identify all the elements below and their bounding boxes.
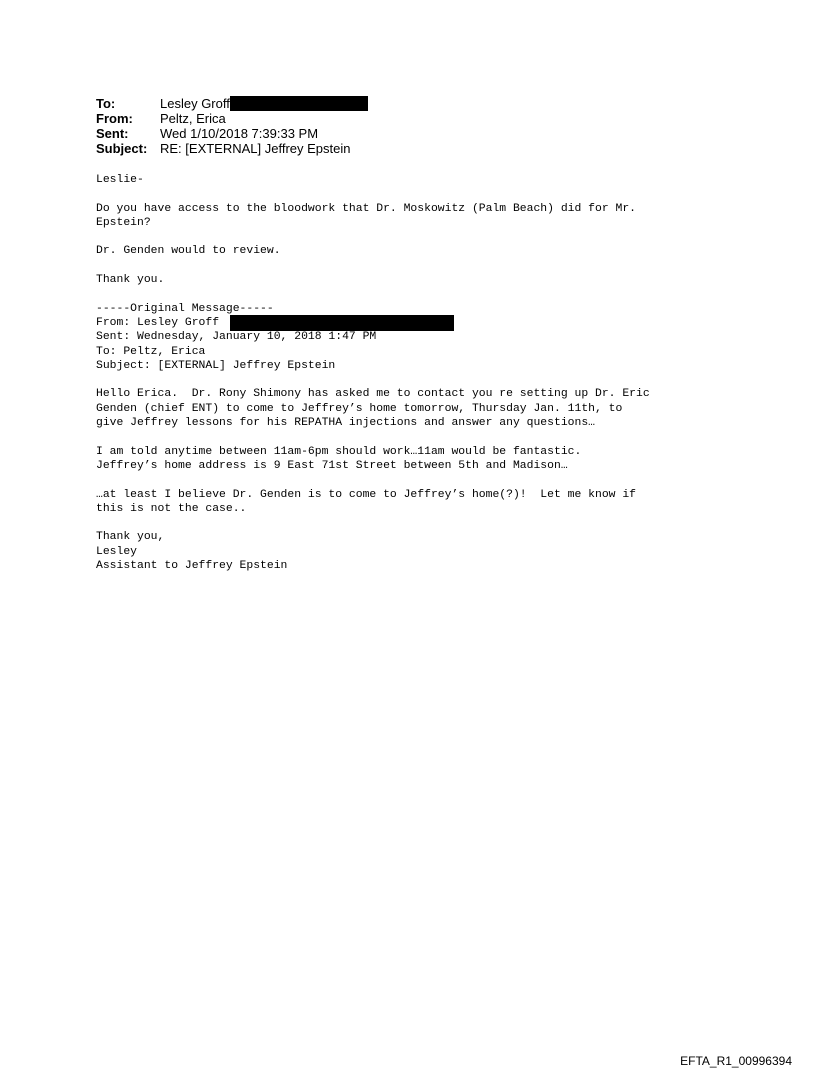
document-id: EFTA_R1_00996394 [680, 1054, 792, 1068]
original-to-line: To: Peltz, Erica [96, 345, 206, 358]
from-label: From: [96, 111, 133, 126]
original-from-line: From: Lesley Groff [96, 316, 776, 330]
original-sent-line: Sent: Wednesday, January 10, 2018 1:47 PM [96, 331, 377, 344]
original-subject-line: Subject: [EXTERNAL] Jeffrey Epstein [96, 359, 336, 372]
redaction-bar [230, 315, 454, 331]
reply-paragraph-2: Dr. Genden would to review. [96, 245, 281, 258]
reply-closing: Thank you. [96, 274, 165, 287]
greeting: Leslie- [96, 174, 144, 186]
subject-row [96, 141, 368, 156]
original-paragraph-2: I am told anytime between 11am-6pm should work…11am would be fantastic. Jeffrey’s home address is 9 East 71st Street between 5th and Madison… [96, 445, 582, 472]
original-message-header [96, 302, 776, 373]
to-value: Lesley Groff [160, 96, 230, 111]
original-paragraph-1: Hello Erica. Dr. Rony Shimony has asked me to contact you re setting up Dr. Eric Genden (chief ENT) to come to Jeffrey’s home tomorrow, Thursday Jan. 11th, to give Jeffrey lessons for his REPATHA injections and answer any questions… [96, 388, 650, 430]
to-row [96, 96, 368, 111]
sent-row [96, 126, 368, 141]
from-value: Peltz, Erica [160, 111, 226, 126]
signature-block: Thank you, Lesley Assistant to Jeffrey Epstein [96, 531, 288, 573]
from-row [96, 111, 368, 126]
original-paragraph-3: …at least I believe Dr. Genden is to come to Jeffrey’s home(?)! Let me know if this is not the case.. [96, 488, 637, 515]
original-separator: -----Original Message----- [96, 302, 274, 315]
sent-value: Wed 1/10/2018 7:39:33 PM [160, 126, 319, 141]
email-header [96, 96, 368, 156]
reply-paragraph-1: Do you have access to the bloodwork that Dr. Moskowitz (Palm Beach) did for Mr. Epstein? [96, 202, 637, 229]
sent-label: Sent: [96, 126, 129, 141]
email-body [96, 173, 776, 588]
subject-label: Subject: [96, 141, 148, 156]
to-label: To: [96, 96, 116, 111]
redaction-bar [230, 96, 368, 111]
subject-value: RE: [EXTERNAL] Jeffrey Epstein [160, 141, 351, 156]
